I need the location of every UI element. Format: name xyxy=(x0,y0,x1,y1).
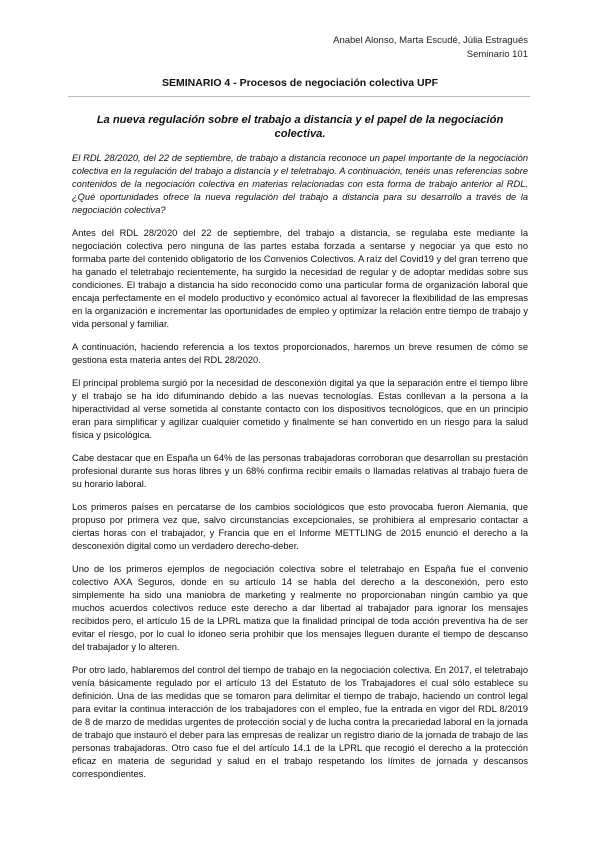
body-paragraph: A continuación, haciendo referencia a los textos proporcionados, haremos un breve resumen de cómo se gestiona esta materia antes del RDL 28/2020. xyxy=(72,342,528,365)
seminar-group: Seminario 101 xyxy=(466,49,528,60)
document-body xyxy=(72,152,528,791)
authors-line: Anabel Alonso, Marta Escudé, Júlia Estragués xyxy=(333,35,528,46)
body-paragraph: Antes del RDL 28/2020 del 22 de septiembre, del trabajo a distancia, se regulaba este mediante la negociación colectiva pero ninguna de las partes estaba forzada a sentarse y negociar ya que esto no formaba parte del contenido obligatorio de los Convenios Colectivos. A raíz del Covid19 y del gran terreno que ha ganado el teletrabajo recientemente, ha surgido la necesidad de regular y de adoptar medidas sobre sus condiciones. El trabajo a distancia ha sido reconocido como una particular forma de organización laboral que encaja perfectamente en el modelo productivo y económico actual al favorecer la flexibilidad de las empresas en la organización e incrementar las oportunidades de empleo y optimizar la relación entre tiempo de trabajo y vida personal y familiar. xyxy=(72,228,528,329)
title-divider xyxy=(68,96,530,97)
body-paragraph: Los primeros países en percatarse de los cambios sociológicos que esto provocaba fueron Alemania, que propuso por primera vez que, salvo circunstancias excepcionales, se prohibiera al empresario contactar a ciertas horas con el trabajador, y Francia que en el Informe METTLING de 2015 enunció el derecho a la desconexión digital como un verdadero derecho-deber. xyxy=(72,502,528,551)
seminar-title: SEMINARIO 4 - Procesos de negociación colectiva UPF xyxy=(162,77,438,89)
intro-paragraph: El RDL 28/2020, del 22 de septiembre, de trabajo a distancia reconoce un papel importante de la negociación colectiva en la regulación del trabajo a distancia y el teletrabajo. A continuación, tenéis unas referencias sobre contenidos de la negociación colectiva en materias relacionadas con esta forma de trabajo anterior al RDL. ¿Qué oportunidades ofrece la nueva regulación del trabajo a distancia para su desarrollo a través de la negociación colectiva? xyxy=(72,153,528,215)
body-paragraph: El principal problema surgió por la necesidad de desconexión digital ya que la separación entre el tiempo libre y el trabajo se ha ido difuminando debido a las nuevas tecnologías. Estas conllevan a la persona a la hiperactividad al verse sometida al constante contacto con los dispositivos tecnológicos, que en un principio eran para simplificar y agilizar cualquier cometido y finalmente se han convertido en un riesgo para la salud física y psicológica. xyxy=(72,378,528,440)
header-block xyxy=(333,34,528,62)
body-paragraph: Cabe destacar que en España un 64% de las personas trabajadoras corroboran que desarrollan su prestación profesional durante sus horas libres y un 68% confirma recibir emails o llamadas relativas al trabajo fuera de su horario laboral. xyxy=(72,453,528,489)
document-title: La nueva regulación sobre el trabajo a distancia y el papel de la negociación colectiva. xyxy=(96,114,504,140)
body-paragraph: Uno de los primeros ejemplos de negociación colectiva sobre el teletrabajo en España fue el convenio colectivo AXA Seguros, donde en su artículo 14 se habla del derecho a la desconexión, pero esto simplemente ha sido una maniobra de marketing y realmente no proporcionaban ningún cambio ya que muchos acuerdos colectivos reduce este derecho a dar libertad al trabajador para ignorar los mensajes recibidos pero, el artículo 15 de la LPRL matiza que la finalidad principal de toda acción preventiva ha de ser evitar el riesgo, por lo cual lo idoneo seria prohibir que los mensajes lleguen durante el tiempo de descanso del trabajador y lo alteren. xyxy=(72,564,528,652)
body-paragraph: Por otro lado, hablaremos del control del tiempo de trabajo en la negociación colectiva. En 2017, el teletrabajo venía básicamente regulado por el artículo 13 del Estatuto de los Trabajadores el cual sólo establece su definición. Una de las medidas que se tomaron para delimitar el tiempo de trabajo, haciendo un control legal para evitar la continua interacción de los trabajadores con el empleo, fue la entrada en vigor del RDL 8/2019 de 8 de marzo de medidas urgentes de protección social y de lucha contra la precariedad laboral en la jornada de trabajo que instauró el deber para las empresas de realizar un registro diario de la jornada de trabajo de las personas trabajadoras. Otro caso fue el del artículo 14.1 de la LPRL que recogió el derecho a la protección eficaz en materia de seguridad y salud en el trabajo respetando los límites de jornada y descansos correspondientes. xyxy=(72,665,528,779)
